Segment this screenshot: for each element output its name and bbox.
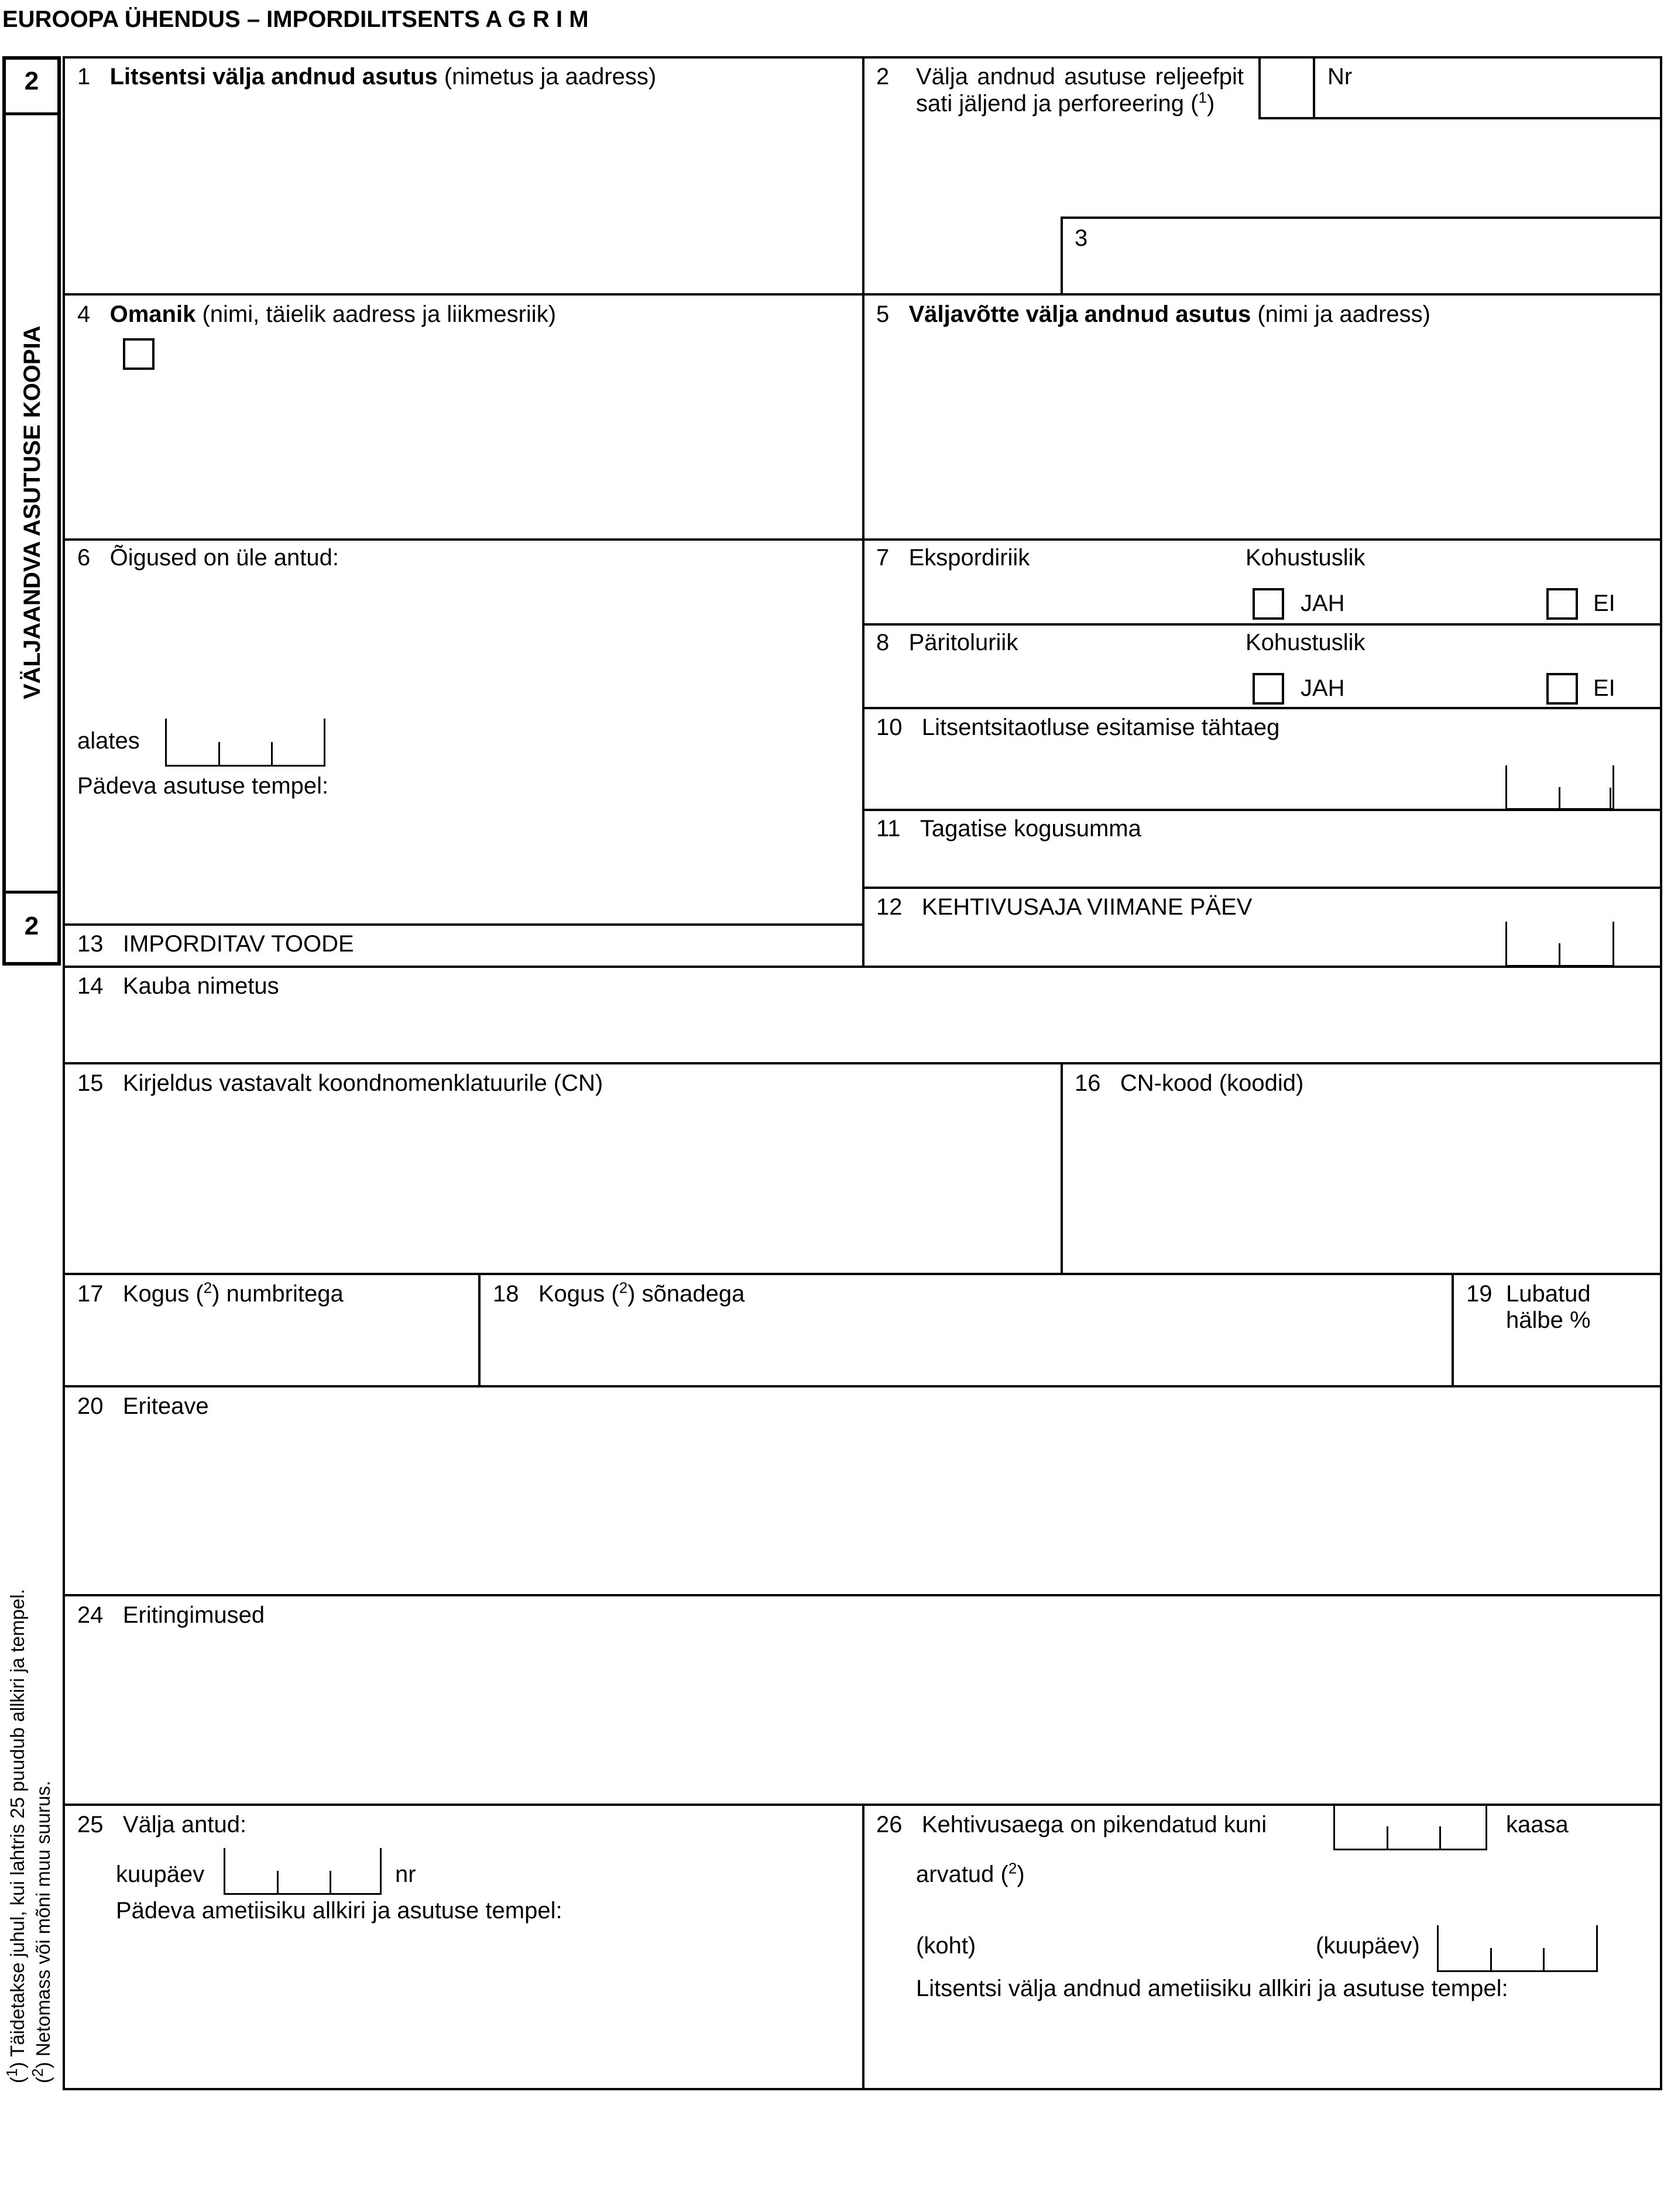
field-24-label: 24 Eritingimused	[77, 1602, 265, 1628]
footnote-2: ($^2$) Netomass või mõni muu suurus.	[29, 1781, 54, 2083]
copy-number-top: 2	[24, 67, 39, 95]
field-7-yes-label: JAH	[1301, 590, 1345, 616]
field-11-input[interactable]	[872, 849, 1656, 884]
field-25-label: 25 Välja antud:	[77, 1812, 247, 1837]
field-11-label: 11 Tagatise kogusumma	[876, 816, 1141, 841]
field-10-label: 10 Litsentsitaotluse esitamise tähtaeg	[876, 715, 1280, 740]
field-19-number: 19	[1466, 1281, 1493, 1307]
field-20-input[interactable]	[70, 1425, 1656, 1592]
field-25-nr-label: nr	[395, 1861, 416, 1887]
field-20-label: 20 Eriteave	[77, 1393, 209, 1419]
field-8-label: 8 Päritoluriik	[876, 630, 1018, 655]
field-25-signature-label: Pädeva ametiisiku allkiri ja asutuse tempel:	[116, 1898, 562, 1924]
field-5-label: 5 Väljavõtte välja andnud asutus (nimi ja aadress)	[876, 301, 1430, 327]
field-4-label: 4 Omanik (nimi, täielik aadress ja liikmesriik)	[77, 301, 557, 327]
field-10-date[interactable]	[1505, 765, 1614, 810]
field-7-no-checkbox[interactable]	[1546, 588, 1578, 620]
field-7-mandatory: Kohustuslik	[1246, 545, 1365, 571]
field-18-label: 18 Kogus ($^2$) sõnadega	[493, 1279, 745, 1307]
field-26-date[interactable]	[1437, 1925, 1598, 1972]
field-26-incl-label-2: arvatud ($^2$)	[916, 1859, 1025, 1887]
field-25-date-label: kuupäev	[116, 1861, 205, 1887]
form-title: EUROOPA ÜHENDUS – IMPORDILITSENTS A G R I M	[2, 6, 589, 32]
copy-label: VÄLJAANDVA ASUTUSE KOOPIA	[19, 325, 45, 699]
field-8-yes-checkbox[interactable]	[1253, 673, 1284, 705]
field-19-label-line1: Lubatud	[1506, 1281, 1591, 1307]
field-13-label: 13 IMPORDITAV TOODE	[77, 931, 354, 957]
field-7-no-label: EI	[1593, 590, 1615, 616]
field-26-signature-label: Litsentsi välja andnud ametiisiku allkiri ja asutuse tempel:	[916, 1976, 1508, 2001]
field-2-nr-label: Nr	[1327, 64, 1353, 90]
field-3-input[interactable]	[1100, 222, 1656, 290]
field-17-label: 17 Kogus ($^2$) numbritega	[77, 1279, 344, 1307]
field-7-yes-checkbox[interactable]	[1253, 588, 1284, 620]
field-15-input[interactable]	[70, 1103, 1054, 1270]
field-14-label: 14 Kauba nimetus	[77, 973, 279, 999]
field-7-label: 7 Ekspordiriik	[876, 545, 1030, 571]
field-2-nr-input[interactable]	[1317, 120, 1659, 214]
field-2-number: 2	[876, 64, 890, 90]
field-14-input[interactable]	[70, 1004, 1656, 1059]
copy-number-bottom: 2	[24, 912, 39, 940]
field-8-no-checkbox[interactable]	[1546, 673, 1578, 705]
field-12-date[interactable]	[1505, 922, 1614, 967]
field-26-incl-label: kaasa	[1506, 1812, 1569, 1837]
field-19-label-line2: hälbe %	[1506, 1307, 1591, 1333]
field-6-stamp-label: Pädeva asutuse tempel:	[77, 773, 329, 799]
field-17-input[interactable]	[70, 1314, 474, 1383]
field-25-date[interactable]	[224, 1848, 382, 1895]
field-1-label: 1 Litsentsi välja andnud asutus (nimetus ja aadress)	[77, 64, 657, 90]
field-5-input[interactable]	[872, 339, 1656, 533]
field-2-label: Välja andnud asutuse reljeefpitsati jäljend ja perforeering ($^1$)	[916, 64, 1244, 116]
footnote-1: ($^1$) Täidetakse juhul, kui lahtris 25 puudub allkiri ja tempel.	[3, 1589, 28, 2083]
field-26-place-label: (koht)	[916, 1933, 976, 1959]
field-18-input[interactable]	[486, 1314, 1446, 1383]
field-6-from-date[interactable]	[165, 719, 325, 767]
field-26-date-label: (kuupäev)	[1316, 1933, 1420, 1959]
field-24-input[interactable]	[70, 1636, 1656, 1801]
field-8-no-label: EI	[1593, 675, 1615, 701]
field-6-label: 6 Õigused on üle antud:	[77, 545, 339, 571]
field-26-until-date[interactable]	[1333, 1804, 1487, 1850]
field-16-input[interactable]	[1068, 1103, 1656, 1270]
field-12-label: 12 KEHTIVUSAJA VIIMANE PÄEV	[876, 894, 1253, 920]
field-16-label: 16 CN-kood (koodid)	[1075, 1070, 1304, 1096]
field-3-number: 3	[1075, 225, 1088, 251]
field-4-input[interactable]	[70, 380, 855, 533]
field-8-yes-label: JAH	[1301, 675, 1345, 701]
field-15-label: 15 Kirjeldus vastavalt koondnomenklatuurile (CN)	[77, 1070, 603, 1096]
field-4-checkbox[interactable]	[123, 338, 155, 370]
field-6-from-label: alates	[77, 728, 140, 754]
field-26-label: 26 Kehtivusaega on pikendatud kuni	[876, 1812, 1267, 1837]
field-8-mandatory: Kohustuslik	[1246, 630, 1365, 655]
